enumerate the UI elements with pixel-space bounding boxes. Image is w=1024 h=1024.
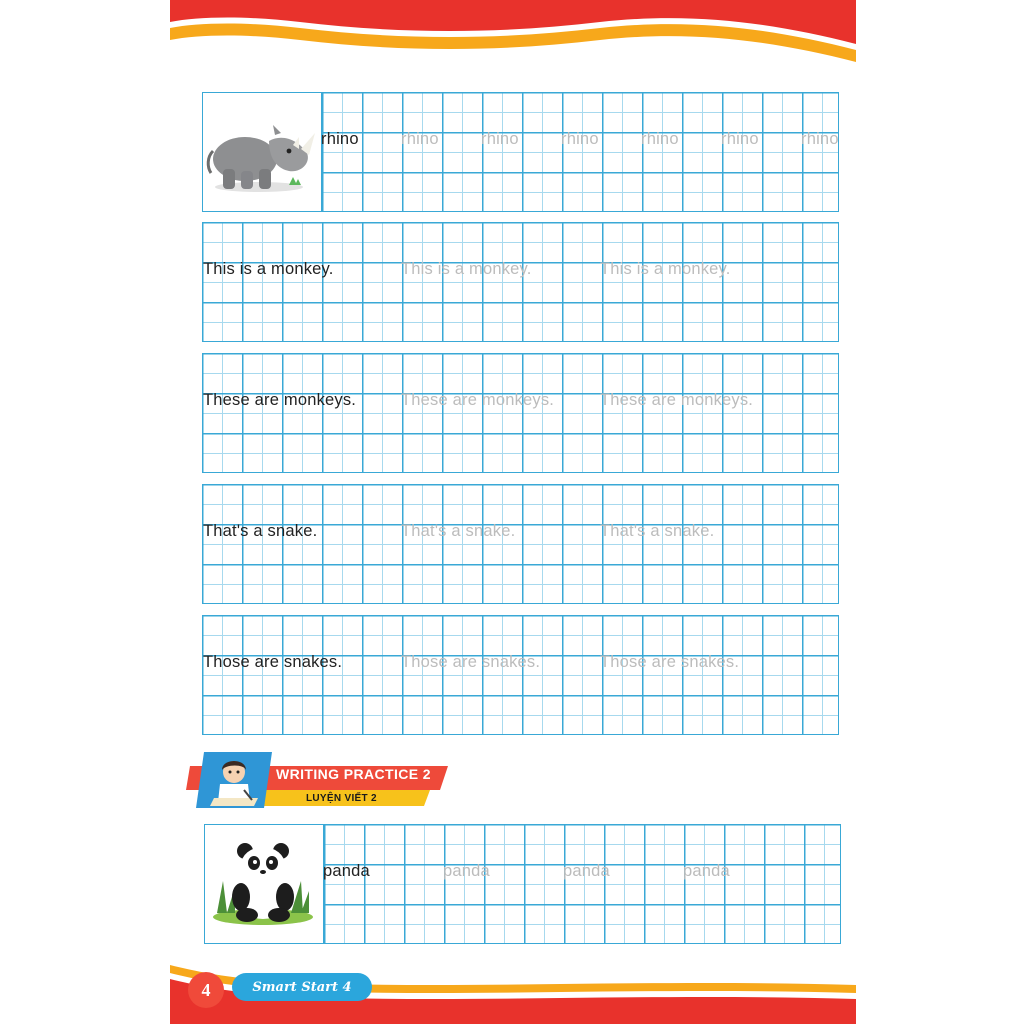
section-title: WRITING PRACTICE 2 — [276, 766, 431, 782]
model-word: rhino — [321, 130, 359, 148]
page-number: 4 — [188, 972, 224, 1008]
practice-grid-sentence — [202, 222, 839, 342]
trace-sentence: This is a monkey. — [401, 260, 532, 278]
model-sentence: Those are snakes. — [203, 653, 343, 671]
section-subtitle: LUYỆN VIẾT 2 — [306, 793, 377, 804]
trace-word: panda — [443, 862, 490, 880]
trace-word: panda — [563, 862, 610, 880]
practice-grid-sentence — [202, 484, 839, 604]
trace-sentence: These are monkeys. — [401, 391, 555, 409]
girl-writing-icon — [196, 752, 272, 808]
practice-grid-panda — [204, 824, 841, 944]
trace-sentence: Those are snakes. — [401, 653, 541, 671]
trace-word: rhino — [641, 130, 679, 148]
trace-word: rhino — [801, 130, 839, 148]
model-sentence: That's a snake. — [203, 522, 318, 540]
model-sentence: This is a monkey. — [203, 260, 334, 278]
picture-cell — [203, 93, 322, 211]
trace-sentence: This is a monkey. — [600, 260, 731, 278]
panda-illustration — [205, 825, 323, 943]
trace-word: rhino — [481, 130, 519, 148]
workbook-page — [170, 0, 856, 1024]
trace-word: rhino — [401, 130, 439, 148]
trace-word: rhino — [561, 130, 599, 148]
trace-sentence: That's a snake. — [600, 522, 715, 540]
practice-grid-rhino — [202, 92, 839, 212]
model-sentence: These are monkeys. — [203, 391, 357, 409]
trace-word: rhino — [721, 130, 759, 148]
series-title: Smart Start 4 — [232, 973, 372, 1001]
trace-sentence: That's a snake. — [401, 522, 516, 540]
top-decorative-band — [170, 0, 856, 70]
trace-sentence: Those are snakes. — [600, 653, 740, 671]
trace-word: panda — [683, 862, 730, 880]
rhino-illustration — [203, 93, 321, 211]
trace-sentence: These are monkeys. — [600, 391, 754, 409]
practice-grid-sentence — [202, 615, 839, 735]
picture-cell — [205, 825, 324, 943]
practice-grid-sentence — [202, 353, 839, 473]
model-word: panda — [323, 862, 370, 880]
